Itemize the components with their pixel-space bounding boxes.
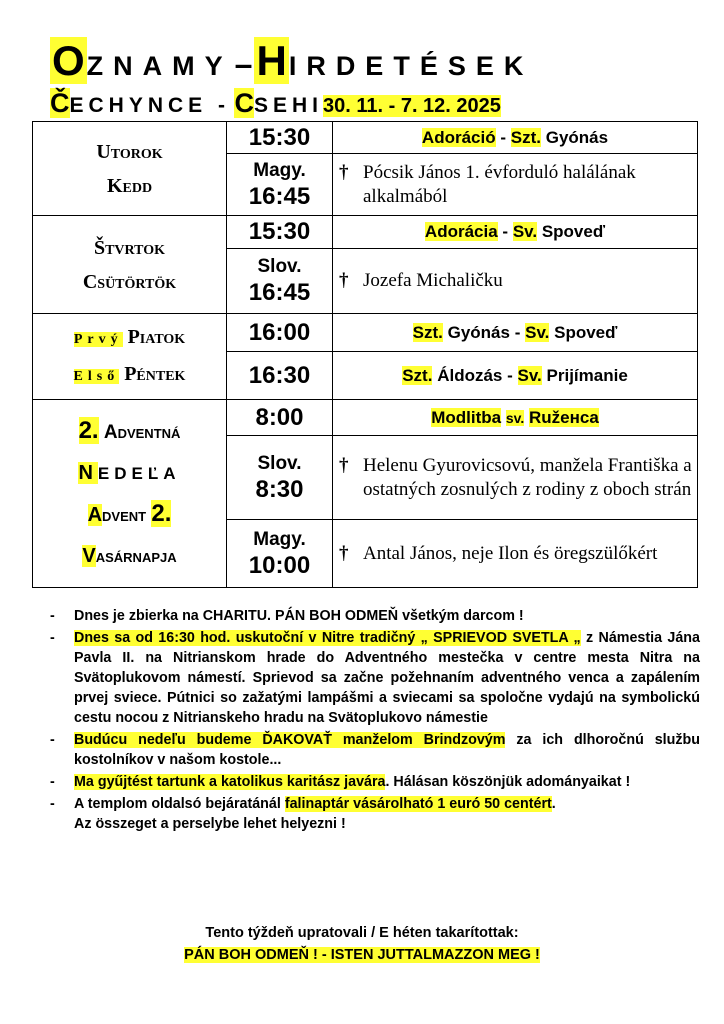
notice-text [74, 628, 700, 728]
mass-time-cell [227, 154, 333, 216]
title-oznamy-rest: ZNAMY [86, 51, 233, 81]
event-separator: - [502, 222, 509, 241]
table-row [33, 216, 698, 249]
subtitle-initial-c2: C [234, 88, 254, 118]
list-item [50, 772, 700, 792]
event-part: Spoveď [554, 322, 618, 342]
cross-icon: † [339, 454, 349, 476]
day-label-line: NEDEĽA [78, 461, 181, 484]
event-part: Spoveď [541, 222, 606, 241]
event-part: Gyónás [447, 322, 510, 342]
event-part: Adorácia [424, 222, 498, 241]
event-part: Áldozás [437, 365, 503, 385]
day-line-hu [33, 357, 226, 394]
event-label [333, 352, 698, 400]
notice-highlight: Ma gyűjtést tartunk a katolikus karitász javára [74, 774, 386, 790]
bullet-dash: - [50, 796, 55, 812]
event-separator: - [514, 322, 521, 342]
title-hirdetesek-rest: IRDETÉSEK [288, 51, 534, 81]
event-part: Sv. [512, 222, 538, 241]
event-part: Szt. [510, 127, 541, 147]
mass-time: 16:00 [227, 314, 333, 352]
day-label-part: Prvý [73, 331, 123, 347]
mass-intention [333, 436, 698, 520]
title-initial-o: O [52, 37, 85, 84]
table-row [33, 314, 698, 352]
notice-rest: z Námestia Jána Pavla II. na Nitrianskom hrade do Adventného mestečka v centre mesta Nitra na Svätoplukovom námestí. Sprievod sa začne požehnaním adventného venca a zapálením prvej sviece. Pútnici so zažatými lampášmi a sviecami sa spoločne vydajú na symbolickú cestu nocou z Nitrianskeho hradu na Svätoplukovo námestie [74, 630, 700, 726]
notice-rest: . Hálásan köszönjük adományaikat ! [385, 774, 631, 790]
day-label-line: 2. Adventná [78, 416, 181, 444]
event-label [333, 400, 698, 436]
notice-highlight: Budúcu nedeľu budeme ĎAKOVAŤ manželom Brindzovým [74, 732, 506, 748]
notice-rest: za ich dlhoročnú službu kostolníkov v našom kostole... [74, 732, 700, 768]
event-label [333, 216, 698, 249]
notice-text [74, 772, 700, 792]
mass-time: 16:30 [227, 352, 333, 400]
notice-highlight: Dnes sa od 16:30 hod. uskutoční v Nitre tradičný „ SPRIEVOD SVETLA „ [74, 630, 581, 646]
mass-time: 8:30 [255, 475, 304, 503]
mass-time: 8:00 [227, 400, 333, 436]
day-label-hu: Kedd [106, 174, 153, 197]
bullet-dash: - [50, 608, 55, 624]
table-row [33, 122, 698, 154]
title-dash: – [234, 46, 253, 82]
notice-text [74, 730, 700, 770]
notice-text: Dnes je zbierka na CHARITU. PÁN BOH ODMEŇ všetkým darcom ! [74, 608, 524, 624]
language-label: Magy. [253, 528, 306, 550]
bullet-dash: - [50, 732, 55, 748]
day-label-line: Vasárnapja [82, 544, 177, 567]
title [50, 38, 690, 86]
event-label [333, 314, 698, 352]
day-label-sk: Utorok [96, 140, 163, 163]
footer-line: Tento týždeň upratovali / E héten takarítottak: [205, 925, 519, 941]
notices-list [50, 606, 700, 836]
event-part: Adoráció [421, 127, 496, 147]
mass-time: 16:45 [248, 182, 311, 210]
mass-time-cell [227, 520, 333, 588]
day-line-sk [33, 320, 226, 357]
list-item [50, 628, 700, 728]
event-part: Gyónás [545, 127, 609, 147]
date-range: 30. 11. - 7. 12. 2025 [322, 95, 501, 117]
day-first-friday [33, 314, 227, 400]
mass-intention [333, 154, 698, 216]
language-label: Slov. [257, 452, 302, 474]
mass-time: 10:00 [248, 551, 311, 579]
event-part: Modlitba [431, 407, 502, 427]
intention-text: Helenu Gyurovicsovú, manžela Františka a ostatných zosnulých z rodiny z oboch strán [363, 454, 692, 500]
day-thursday [33, 216, 227, 314]
mass-intention [333, 249, 698, 314]
footer-thanks: PÁN BOH ODMEŇ ! - ISTEN JUTTALMAZZON MEG ! [184, 947, 540, 963]
event-part: Szt. [412, 322, 443, 342]
subtitle [50, 88, 680, 120]
bullet-dash: - [50, 630, 55, 646]
intention-text: Antal János, neje Ilon és öregszülőkért [363, 542, 658, 564]
mass-time: 15:30 [227, 122, 333, 154]
schedule-table [32, 121, 698, 588]
day-label-part: Péntek [124, 362, 186, 385]
bullet-dash: - [50, 774, 55, 790]
list-item [50, 606, 700, 626]
notice-part: Az összeget a perselybe lehet helyezni ! [74, 816, 346, 832]
cross-icon: † [339, 542, 349, 564]
event-part: Sv. [517, 365, 542, 385]
list-item [50, 730, 700, 770]
subtitle-initial-c1: Č [50, 88, 70, 118]
cross-icon: † [339, 161, 349, 183]
event-part: sv. [505, 409, 525, 426]
subtitle-csehi: SEHI [253, 94, 323, 117]
title-initial-h: H [256, 37, 287, 84]
event-label [333, 122, 698, 154]
intention-text: Pócsik János 1. évforduló halálának alkalmából [363, 161, 636, 207]
day-label-hu: Csütörtök [82, 270, 177, 293]
day-tuesday [33, 122, 227, 216]
event-part: Ružенca [529, 407, 599, 427]
mass-time: 15:30 [227, 216, 333, 249]
cross-icon: † [339, 270, 349, 291]
mass-time: 16:45 [248, 279, 311, 306]
language-label: Slov. [257, 256, 302, 277]
notice-text [74, 794, 700, 834]
day-label-part: Első [73, 368, 120, 384]
cleaning-footer [0, 922, 724, 966]
day-label-part: Piatok [127, 325, 186, 348]
mass-time-cell [227, 249, 333, 314]
event-part: Sv. [525, 322, 550, 342]
language-label: Magy. [253, 159, 306, 181]
notice-part: . [551, 796, 556, 812]
intention-text: Jozefa Michaličku [363, 270, 503, 291]
table-row [33, 400, 698, 436]
notice-highlight: falinaptár vásárolható 1 euró 50 centért [284, 796, 552, 812]
day-label-sk: Štvrtok [93, 236, 166, 259]
event-separator: - [500, 127, 507, 147]
day-advent-sunday [33, 400, 227, 588]
notice-part: A templom oldalsó bejáratánál [74, 796, 281, 812]
event-part: Szt. [402, 365, 433, 385]
mass-intention [333, 520, 698, 588]
event-separator: - [507, 365, 513, 385]
event-part: Prijímanie [546, 365, 628, 385]
subtitle-cechynce: ECHYNCE - [69, 94, 231, 117]
mass-time-cell [227, 436, 333, 520]
day-label-line: Advent 2. [87, 499, 172, 527]
list-item [50, 794, 700, 834]
